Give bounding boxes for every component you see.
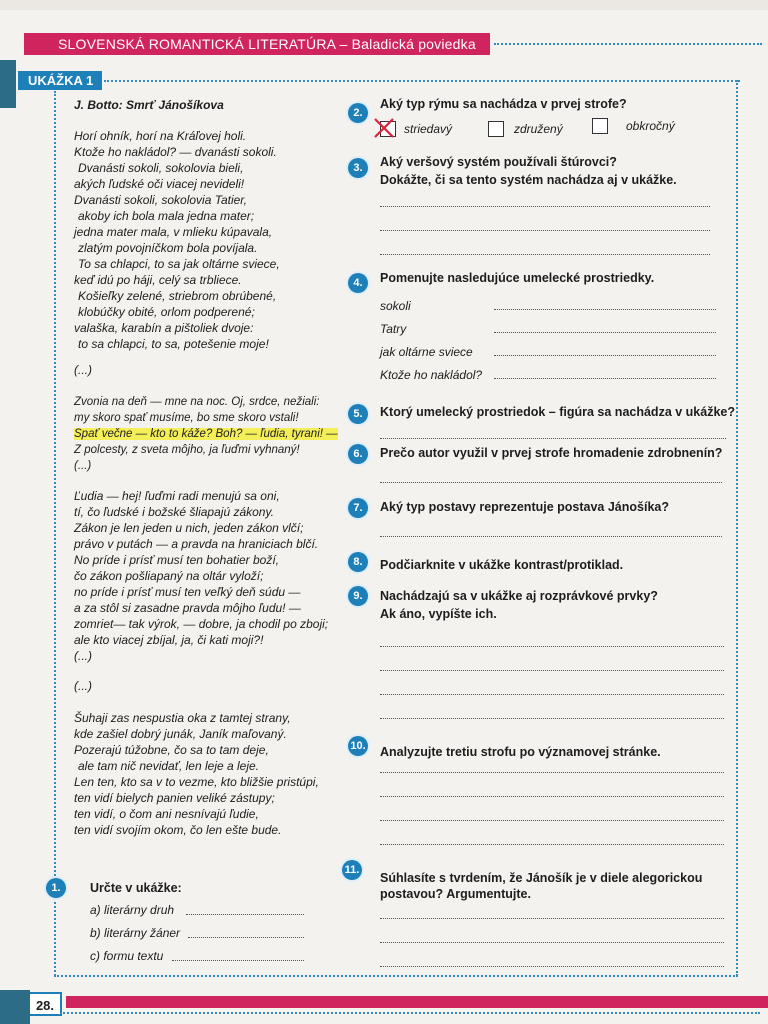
- page-number: 28.: [30, 992, 62, 1016]
- poem-line: Dvanásti sokoli, sokolovia Tatier,: [74, 193, 247, 207]
- frame-right: [736, 80, 738, 976]
- poem-author-title: J. Botto: Smrť Jánošíkova: [74, 98, 224, 112]
- question-2-text: Aký typ rýmu sa nachádza v prvej strofe?: [380, 97, 627, 111]
- q4-item-sokoli: sokoli: [380, 299, 411, 313]
- poem-line: zlatým povojníčkom bola povíjala.: [78, 241, 258, 255]
- answer-line[interactable]: [380, 230, 710, 231]
- question-9-number: 9.: [348, 586, 368, 606]
- question-6-number: 6.: [348, 444, 368, 464]
- chapter-header: SLOVENSKÁ ROMANTICKÁ LITERATÚRA – Baladická poviedka: [24, 33, 490, 55]
- poem-stanza-2: [74, 394, 338, 474]
- poem-line: Zákon je len jeden u nich, jeden zákon vlčí;: [74, 521, 304, 535]
- question-8-number: 8.: [348, 552, 368, 572]
- question-4-number: 4.: [348, 273, 368, 293]
- answer-line[interactable]: [380, 694, 724, 695]
- answer-line[interactable]: [172, 960, 304, 961]
- option-label-zdruzeny: združený: [514, 122, 563, 136]
- poem-line: Dvanásti sokoli, sokolovia bieli,: [78, 161, 244, 175]
- poem-line: to sa chlapci, to sa, potešenie moje!: [78, 337, 269, 351]
- question-3-number: 3.: [348, 158, 368, 178]
- checkbox-zdruzeny[interactable]: [488, 121, 504, 137]
- highlighted-text: Spať večne — kto to káže? Boh? — ľudia, tyrani! —: [74, 428, 338, 440]
- q4-item-question: Ktože ho nakládol?: [380, 368, 483, 382]
- poem-line: Šuhaji zas nespustia oka z tamtej strany,: [74, 711, 291, 725]
- question-9-text-2: Ak áno, vypíšte ich.: [380, 607, 497, 621]
- question-4-text: Pomenujte nasledujúce umelecké prostriedky.: [380, 271, 655, 285]
- question-8-text: Podčiarknite v ukážke kontrast/protiklad.: [380, 558, 624, 572]
- answer-line[interactable]: [380, 482, 722, 483]
- answer-line[interactable]: [494, 355, 716, 356]
- poem-line: ten vidí bielych panien veliké zástupy;: [74, 791, 275, 805]
- left-ribbon: [0, 60, 16, 108]
- poem-ellipsis-2: [74, 678, 92, 694]
- answer-line[interactable]: [380, 254, 710, 255]
- poem-line: Ľudia — hej! ľuďmi radi menujú sa oni,: [74, 489, 280, 503]
- checkbox-obkrocny[interactable]: [592, 118, 608, 134]
- poem-line: Košieľky zelené, striebrom obrúbené,: [78, 289, 277, 303]
- poem-line: my skoro spať musíme, bo sme skoro vstali!: [74, 412, 299, 424]
- poem-line: no príde i prísť musí ten veľký deň súdu —: [74, 585, 301, 599]
- question-6-text: Prečo autor využil v prvej strofe hromadenie zdrobnenín?: [380, 446, 723, 460]
- answer-line[interactable]: [380, 718, 724, 719]
- footer-bar: [66, 996, 768, 1008]
- section-label: UKÁŽKA 1: [18, 71, 102, 90]
- question-2-number: 2.: [348, 103, 368, 123]
- answer-line[interactable]: [380, 796, 724, 797]
- top-strip: [0, 0, 768, 10]
- answer-line[interactable]: [188, 937, 304, 938]
- answer-line[interactable]: [380, 670, 724, 671]
- question-5-number: 5.: [348, 404, 368, 424]
- poem-line-highlighted: [74, 426, 338, 442]
- answer-line[interactable]: [380, 844, 724, 845]
- poem-line: Ktože ho nakládol? — dvanásti sokoli.: [74, 145, 277, 159]
- q1-item-c: c) formu textu: [90, 949, 164, 963]
- question-7-number: 7.: [348, 498, 368, 518]
- poem-line: No príde i prísť musí ten bohatier boží,: [74, 553, 280, 567]
- answer-line[interactable]: [380, 438, 726, 439]
- poem-line: akoby ich bola mala jedna mater;: [78, 209, 255, 223]
- poem-line: ten vidí, o čom ani nesnívajú ľudie,: [74, 807, 259, 821]
- poem-line: právo v putách — a pravda na hraniciach blčí.: [74, 537, 319, 551]
- poem-line: Pozerajú túžobne, čo sa to tam deje,: [74, 743, 269, 757]
- frame-top: [104, 80, 740, 82]
- poem-line: (...): [74, 679, 92, 693]
- poem-line: Zvonia na deň — mne na noc. Oj, srdce, nežiali:: [74, 396, 320, 408]
- answer-line[interactable]: [494, 378, 716, 379]
- footer-dotted-rule: [60, 1012, 760, 1014]
- question-5-text: Ktorý umelecký prostriedok – figúra sa nachádza v ukážke?: [380, 405, 735, 419]
- option-label-striedavy: striedavý: [404, 122, 453, 136]
- answer-line[interactable]: [380, 772, 724, 773]
- poem-line: (...): [74, 649, 92, 663]
- question-1-text: Určte v ukážke:: [90, 881, 182, 895]
- poem-ellipsis: [74, 362, 92, 378]
- poem-line: čo zákon pošliapaný na oltár vyloží;: [74, 569, 264, 583]
- poem-line: (...): [74, 363, 92, 377]
- poem-line: Z polcesty, z sveta môjho, ja ľuďmi vyhnaný!: [74, 444, 300, 456]
- frame-bottom: [54, 975, 738, 977]
- poem-stanza-1: [74, 128, 280, 352]
- q1-item-a: a) literárny druh: [90, 903, 175, 917]
- answer-line[interactable]: [494, 309, 716, 310]
- poem-line: zomriet— tak výrok, — dobre, ja chodil po zboji;: [74, 617, 329, 631]
- question-3-text-1: Aký veršový systém používali štúrovci?: [380, 155, 617, 169]
- answer-line[interactable]: [380, 646, 724, 647]
- poem-line: keď idú po háji, celý sa trbliece.: [74, 273, 242, 287]
- poem-line: (...): [74, 460, 92, 472]
- poem-line: a za stôl si zasadne pravda môjho ľudu! —: [74, 601, 301, 615]
- poem-stanza-4: [74, 710, 319, 838]
- answer-line[interactable]: [380, 536, 722, 537]
- question-3-text-2: Dokážte, či sa tento systém nachádza aj v ukážke.: [380, 173, 677, 187]
- poem-line: klobúčky obité, orlom podperené;: [78, 305, 255, 319]
- poem-line: jedna mater mala, v mlieku kúpavala,: [74, 225, 273, 239]
- poem-stanza-3: [74, 488, 328, 664]
- question-7-text: Aký typ postavy reprezentuje postava Jánošíka?: [380, 500, 669, 514]
- answer-line[interactable]: [494, 332, 716, 333]
- answer-line[interactable]: [380, 918, 724, 919]
- poem-line: valaška, karabín a pištoliek dvoje:: [74, 321, 254, 335]
- question-11-number: 11.: [342, 860, 362, 880]
- answer-line[interactable]: [380, 942, 724, 943]
- poem-line: akých ľudské oči viacej nevideli!: [74, 177, 245, 191]
- poem-line: ale kto viacej zbíjal, ja, či kati moji?!: [74, 633, 264, 647]
- answer-line[interactable]: [186, 914, 304, 915]
- poem-line: ten vidí svojím okom, čo len ešte bude.: [74, 823, 282, 837]
- option-label-obkrocny: obkročný: [626, 119, 675, 133]
- frame-left: [54, 91, 56, 976]
- header-dotted-rule: [494, 43, 762, 45]
- poem-line: Horí ohník, horí na Kráľovej holi.: [74, 129, 247, 143]
- poem-line: Len ten, kto sa v to vezme, kto bližšie pristúpi,: [74, 775, 319, 789]
- footer-left-band: [0, 990, 30, 1024]
- question-1-number: 1.: [46, 878, 66, 898]
- q4-item-sviece: jak oltárne sviece: [380, 345, 473, 359]
- answer-line[interactable]: [380, 820, 724, 821]
- poem-line: To sa chlapci, to sa jak oltárne sviece,: [78, 257, 280, 271]
- question-10-text: Analyzujte tretiu strofu po významovej stránke.: [380, 745, 661, 759]
- question-11-text-2: postavou? Argumentujte.: [380, 887, 531, 901]
- question-9-text-1: Nachádzajú sa v ukážke aj rozprávkové prvky?: [380, 589, 658, 603]
- answer-line[interactable]: [380, 206, 710, 207]
- q4-item-tatry: Tatry: [380, 322, 407, 336]
- cross-mark-icon: [372, 116, 396, 140]
- question-11-text-1: Súhlasíte s tvrdením, že Jánošík je v diele alegorickou: [380, 871, 703, 885]
- poem-line: ale tam nič nevidať, len leje a leje.: [78, 759, 260, 773]
- poem-line: kde zašiel dobrý junák, Janík maľovaný.: [74, 727, 287, 741]
- poem-line: tí, čo ľudské i božské šliapajú zákony.: [74, 505, 274, 519]
- q1-item-b: b) literárny žáner: [90, 926, 181, 940]
- answer-line[interactable]: [380, 966, 724, 967]
- question-10-number: 10.: [348, 736, 368, 756]
